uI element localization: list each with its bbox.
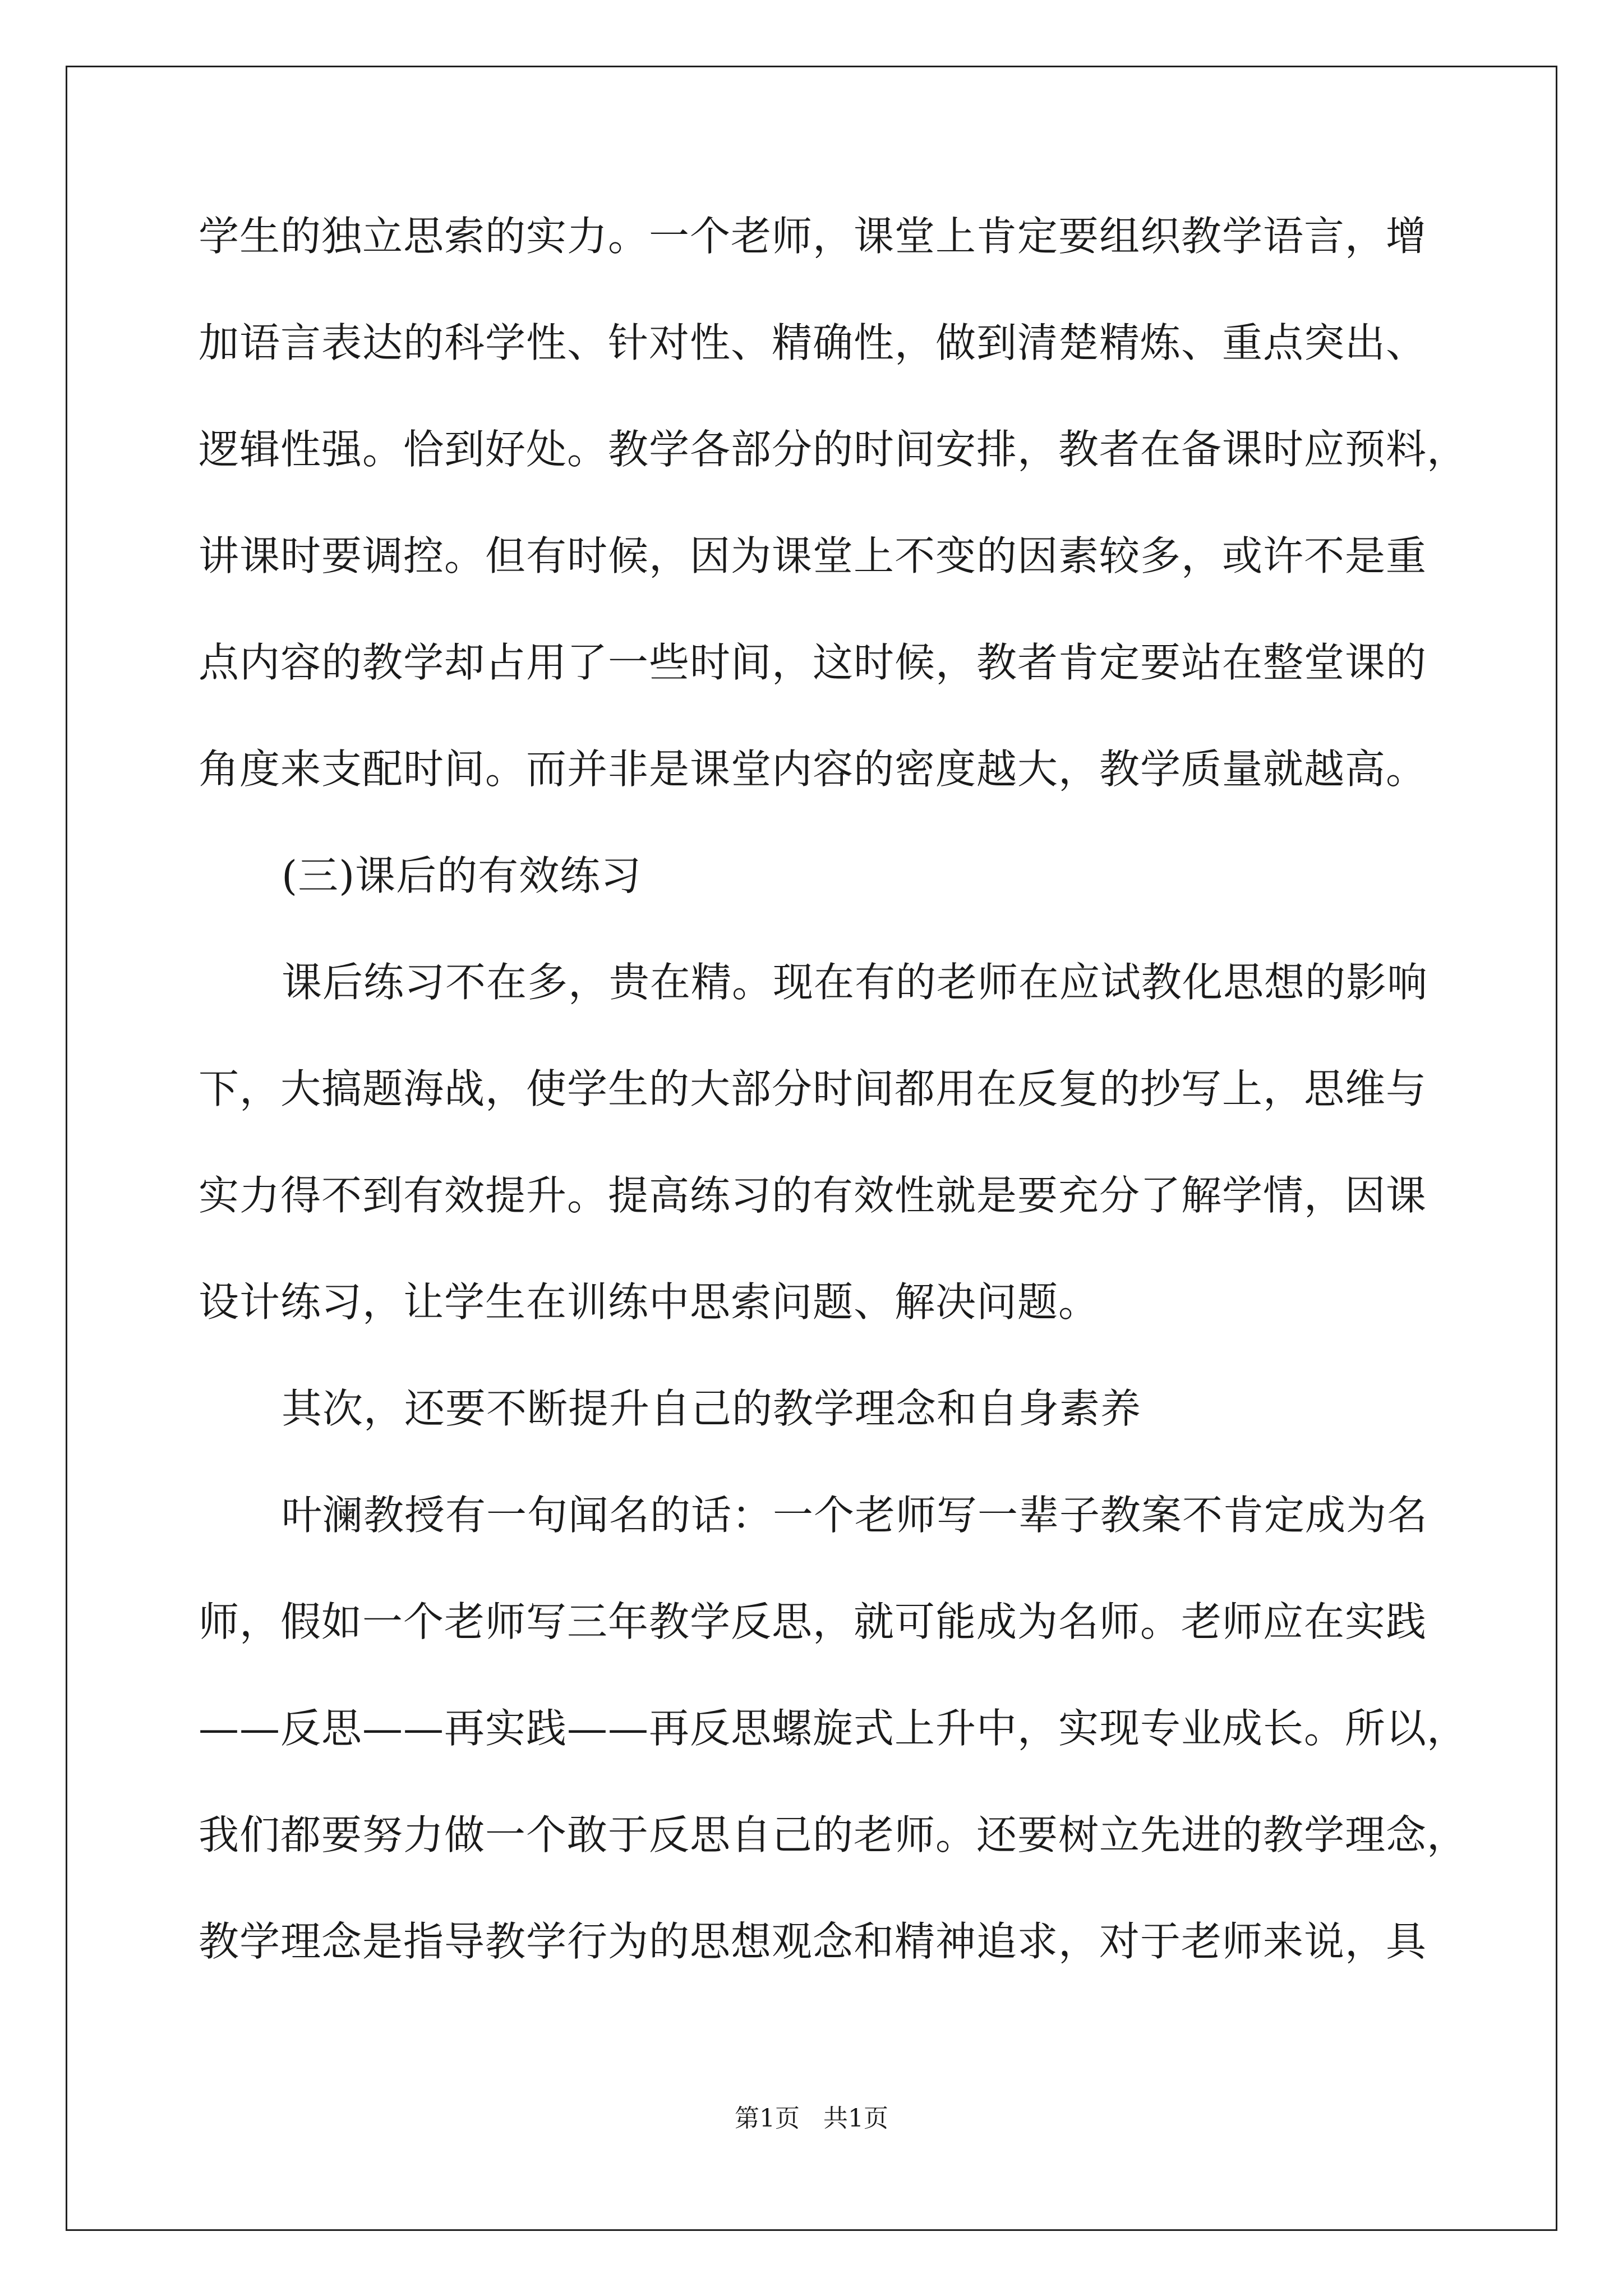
- text-line: 逻辑性强。恰到好处。教学各部分的时间安排，教者在备课时应预料，: [199, 426, 1468, 473]
- text-line: 讲课时要调控。但有时候，因为课堂上不变的因素较多，或许不是重: [199, 532, 1427, 579]
- text-line: 叶澜教授有一句闻名的话：一个老师写一辈子教案不肯定成为名: [282, 1492, 1428, 1539]
- text-line: 点内容的教学却占用了一些时间，这时候，教者肯定要站在整堂课的: [199, 639, 1427, 686]
- text-line: 角度来支配时间。而并非是课堂内容的密度越大，教学质量就越高。: [199, 746, 1427, 793]
- text-line: 实力得不到有效提升。提高练习的有效性就是要充分了解学情，因课: [199, 1172, 1427, 1219]
- text-line: 课后练习不在多，贵在精。现在有的老师在应试教化思想的影响: [282, 959, 1428, 1006]
- page-number: 第1页 共1页: [735, 2104, 888, 2133]
- text-line: 其次，还要不断提升自己的教学理念和自身素养: [282, 1385, 1142, 1432]
- text-line: 设计练习，让学生在训练中思索问题、解决问题。: [199, 1278, 1100, 1326]
- document-body: [199, 213, 1468, 2028]
- text-line: ——反思——再实践——再反思螺旋式上升中，实现专业成长。所以，: [199, 1705, 1468, 1752]
- text-line: 师，假如一个老师写三年教学反思，就可能成为名师。老师应在实践: [199, 1598, 1427, 1645]
- section-heading: (三)课后的有效练习: [282, 852, 642, 899]
- text-line: 教学理念是指导教学行为的思想观念和精神追求，对于老师来说，具: [199, 1918, 1427, 1965]
- text-line: 加语言表达的科学性、针对性、精确性，做到清楚精炼、重点突出、: [199, 319, 1427, 366]
- text-line: 学生的独立思索的实力。一个老师，课堂上肯定要组织教学语言，增: [199, 213, 1427, 260]
- text-line: 我们都要努力做一个敢于反思自己的老师。还要树立先进的教学理念，: [199, 1811, 1468, 1858]
- text-line: 下，大搞题海战，使学生的大部分时间都用在反复的抄写上，思维与: [199, 1065, 1427, 1112]
